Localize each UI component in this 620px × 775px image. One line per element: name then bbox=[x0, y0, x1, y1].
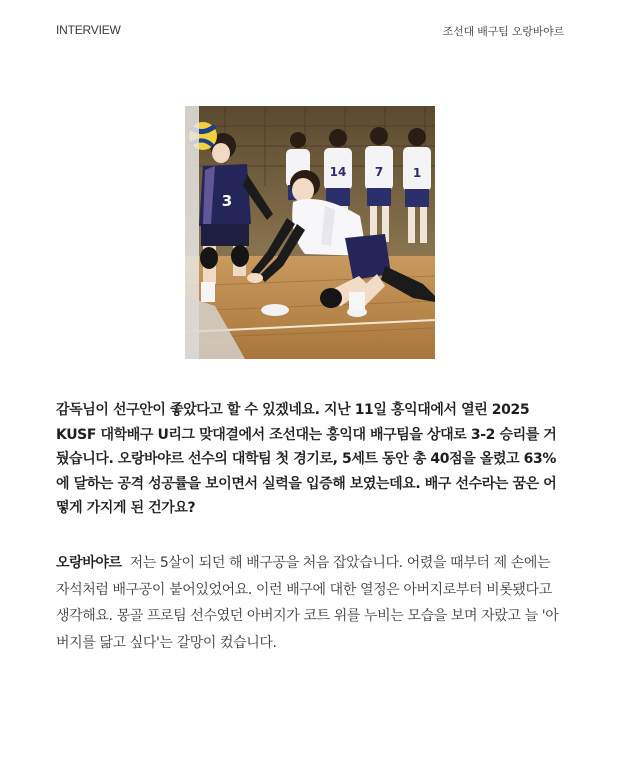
jersey-number: 1 bbox=[412, 166, 422, 180]
answer-speaker: 오랑바야르 bbox=[56, 555, 122, 571]
interview-question: 감독님이 선구안이 좋았다고 할 수 있겠네요. 지난 11일 홍익대에서 열린 2025 KUSF 대학배구 U리그 맞대결에서 조선대는 홍익대 배구팀을 상대로 3-2 승리를 거뒀습니다. 오랑바야르 선수의 대학팀 첫 경기로, 5세트 동안 총 40점을 올렸고 63%에 달하는 공격 성공률을 보이면서 실력을 입증해 보였는데요. 배구 선수라는 꿈은 어떻게 가지게 된 건가요? bbox=[56, 402, 557, 516]
answer-text: 저는 5살이 되던 해 배구공을 처음 잡았습니다. 어렸을 때부터 제 손에는 자석처럼 배구공이 붙어있었어요. 이런 배구에 대한 열정은 아버지로부터 비롯됐다고 생각해요. 몽골 프로팀 선수였던 아버지가 코트 위를 누비는 모습을 보며 자랐고 늘 '아버지를 닮고 싶다'는 갈망이 컸습니다. bbox=[56, 555, 559, 651]
volleyball-photo bbox=[185, 106, 435, 359]
jersey-number: 14 bbox=[329, 165, 347, 179]
page-header bbox=[56, 23, 564, 39]
section-label: INTERVIEW bbox=[56, 23, 121, 37]
article-title: 조선대 배구팀 오랑바야르 bbox=[442, 25, 564, 38]
jersey-number: 7 bbox=[374, 165, 384, 179]
jersey-number: 3 bbox=[221, 192, 233, 210]
interview-answer bbox=[56, 550, 566, 656]
